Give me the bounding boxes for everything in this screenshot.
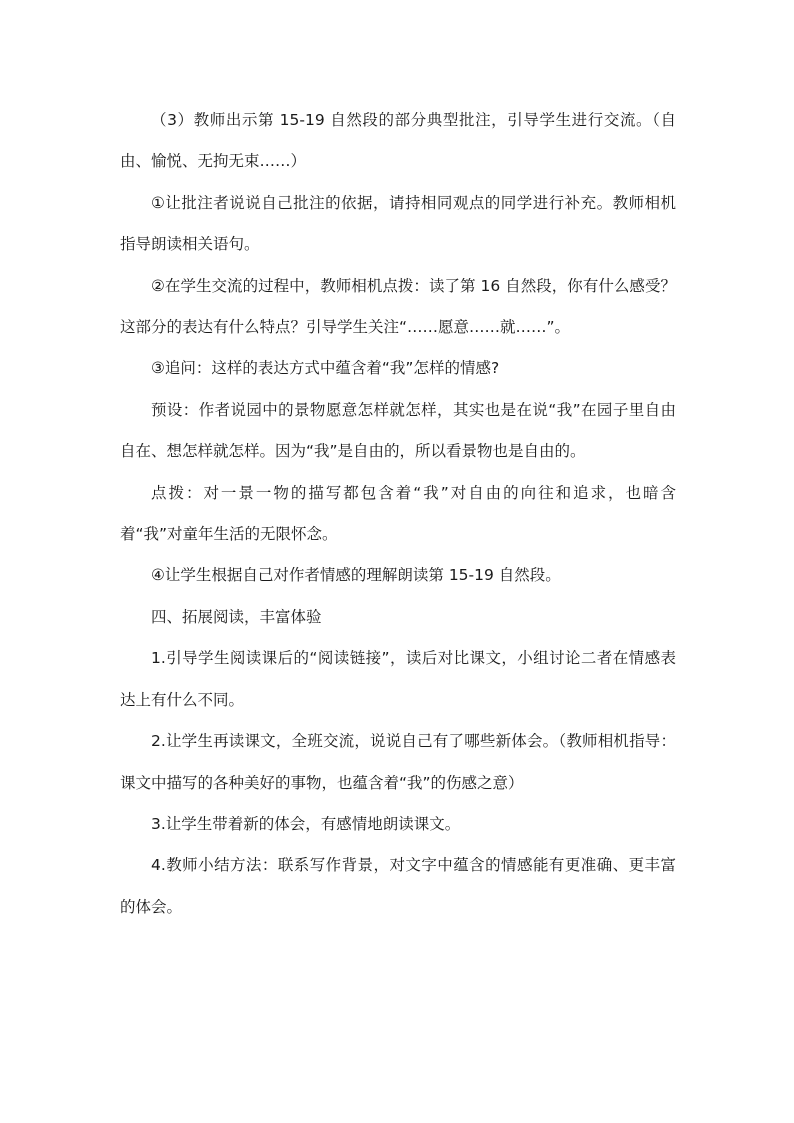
paragraph-presumption: 预设：作者说园中的景物愿意怎样就怎样，其实也是在说“我”在园子里自由自在、想怎样就怎样。因为“我”是自由的，所以看景物也是自由的。	[120, 400, 676, 461]
paragraph-step-4: 4.教师小结方法：联系写作背景，对文字中蕴含的情感能有更准确、更丰富的体会。	[120, 856, 676, 916]
paragraph-follow-up-question: ③追问：这样的表达方式中蕴含着“我”怎样的情感?	[151, 359, 500, 378]
paragraph-step-1: 1.引导学生阅读课后的“阅读链接”，读后对比课文，小组讨论二者在情感表达上有什么不同。	[120, 649, 676, 709]
paragraph-teacher-guides: ②在学生交流的过程中，教师相机点拨：读了第 16 自然段，你有什么感受？这部分的表达有什么特点？引导学生关注“……愿意……就……”。	[120, 276, 676, 337]
section-heading-extended-reading: 四、拓展阅读，丰富体验	[151, 607, 322, 626]
paragraph-teacher-shows-annotations: （3）教师出示第 15-19 自然段的部分典型批注，引导学生进行交流。（自由、愉悦、无拘无束……）	[120, 111, 676, 171]
paragraph-annotator-explains: ①让批注者说说自己批注的依据，请持相同观点的同学进行补充。教师相机指导朗读相关语句。	[120, 193, 676, 254]
paragraph-step-2: 2.让学生再读课文，全班交流，说说自己有了哪些新体会。（教师相机指导：课文中描写的各种美好的事物，也蕴含着“我”的伤感之意）	[120, 732, 676, 792]
paragraph-guidance: 点拨：对一景一物的描写都包含着“我”对自由的向往和追求，也暗含着“我”对童年生活的无限怀念。	[120, 483, 676, 544]
paragraph-read-aloud: ④让学生根据自己对作者情感的理解朗读第 15-19 自然段。	[151, 566, 561, 585]
document-body	[120, 100, 676, 928]
paragraph-step-3: 3.让学生带着新的体会，有感情地朗读课文。	[151, 814, 461, 833]
